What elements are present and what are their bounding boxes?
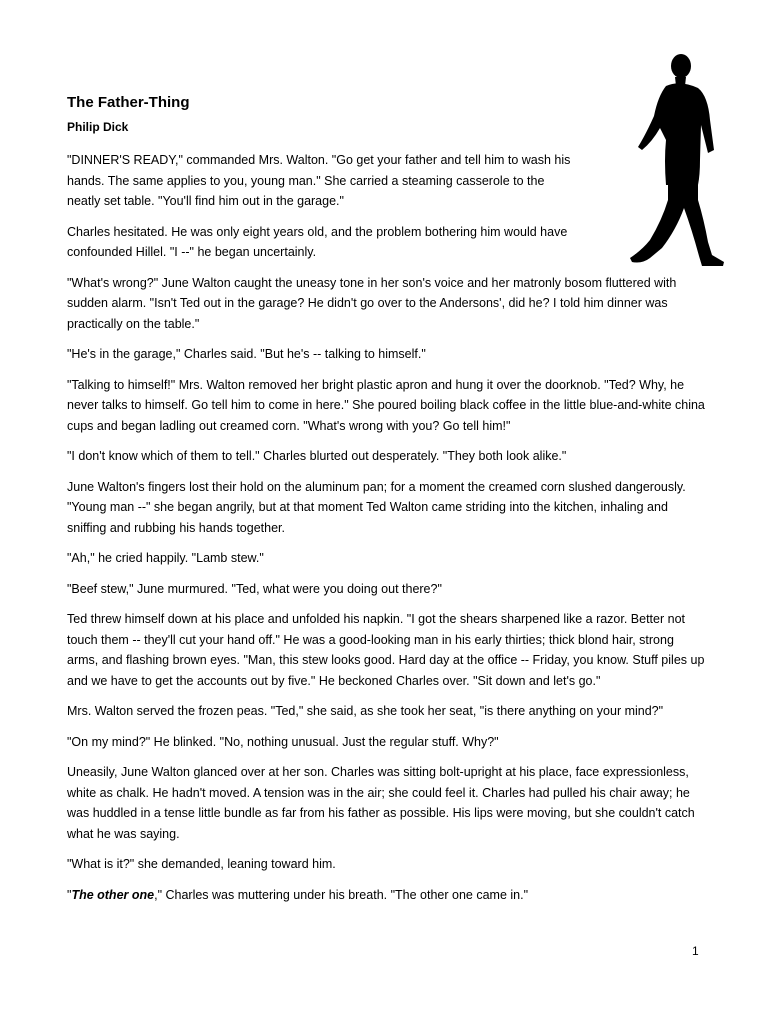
document-title: The Father-Thing [67,94,190,111]
paragraph: "On my mind?" He blinked. "No, nothing unusual. Just the regular stuff. Why?" [67,734,499,749]
paragraph: "DINNER'S READY," commanded Mrs. Walton. "Go get your father and tell him to wash his hands. The same applies to you, young man." She carried a steaming casserole to the neatly set table. "You'll find him out in the garage." [67,153,571,208]
document-author: Philip Dick [67,120,129,134]
paragraph: Mrs. Walton served the frozen peas. "Ted," she said, as she took her seat, "is there anything on your mind?" [67,704,664,718]
paragraph-rest: ," Charles was muttering under his breath. "The other one came in." [154,887,529,902]
paragraph: "Talking to himself!" Mrs. Walton removed her bright plastic apron and hung it over the doorknob. "Ted? Why, he never talks to himself. Go tell him to come in here." She poured boiling black coffee in the little blue-and-white china cups and began ladling out creamed corn. "What's wrong with you? Go tell him!" [67,377,705,433]
last-paragraph [67,885,707,906]
paragraph: Ted threw himself down at his place and unfolded his napkin. "I got the shears sharpened like a razor. Better not touch them -- they'll cut your hand off." He was a good-looking man in his early thirties; thick blond hair, strong arms, and flashing brown eyes. "Man, this stew looks good. Hard day at the office -- Friday, you know. Stuff piles up and we have to get the accounts out by five." He beckoned Charles over. "Sit down and let's go." [67,612,705,688]
paragraph: "Beef stew," June murmured. "Ted, what were you doing out there?" [67,581,442,596]
paragraph: June Walton's fingers lost their hold on the aluminum pan; for a moment the creamed corn slushed dangerously. "Young man --" she began angrily, but at that moment Ted Walton came striding into the kitchen, inhaling and sniffing and rubbing his hands together. [67,479,686,535]
open-quote: " [67,887,72,902]
paragraph: "What's wrong?" June Walton caught the uneasy tone in her son's voice and her matronly bosom fluttered with sudden alarm. "Isn't Ted out in the garage? He didn't go over to the Andersons', did he? I told him dinner was practically on the table." [67,275,677,331]
paragraph: "Ah," he cried happily. "Lamb stew." [67,551,264,565]
paragraph: "He's in the garage," Charles said. "But he's -- talking to himself." [67,347,426,361]
emphasis-text: The other one [71,887,155,902]
paragraph: Uneasily, June Walton glanced over at her son. Charles was sitting bolt-upright at his place, face expressionless, white as chalk. He hadn't moved. A tension was in the air; she could feel it. Charles had pulled his chair away; he was huddled in a tense little bundle as far from his father as possible. His lips were moving, but she couldn't catch what he was saying. [67,765,695,841]
story-text [67,150,707,915]
paragraph: Charles hesitated. He was only eight years old, and the problem bothering him would have confounded Hillel. "I --" he began uncertainly. [67,224,568,259]
paragraph: "What is it?" she demanded, leaning toward him. [67,857,336,871]
page-number: 1 [692,944,699,958]
paragraph: "I don't know which of them to tell." Charles blurted out desperately. "They both look alike." [67,449,567,463]
